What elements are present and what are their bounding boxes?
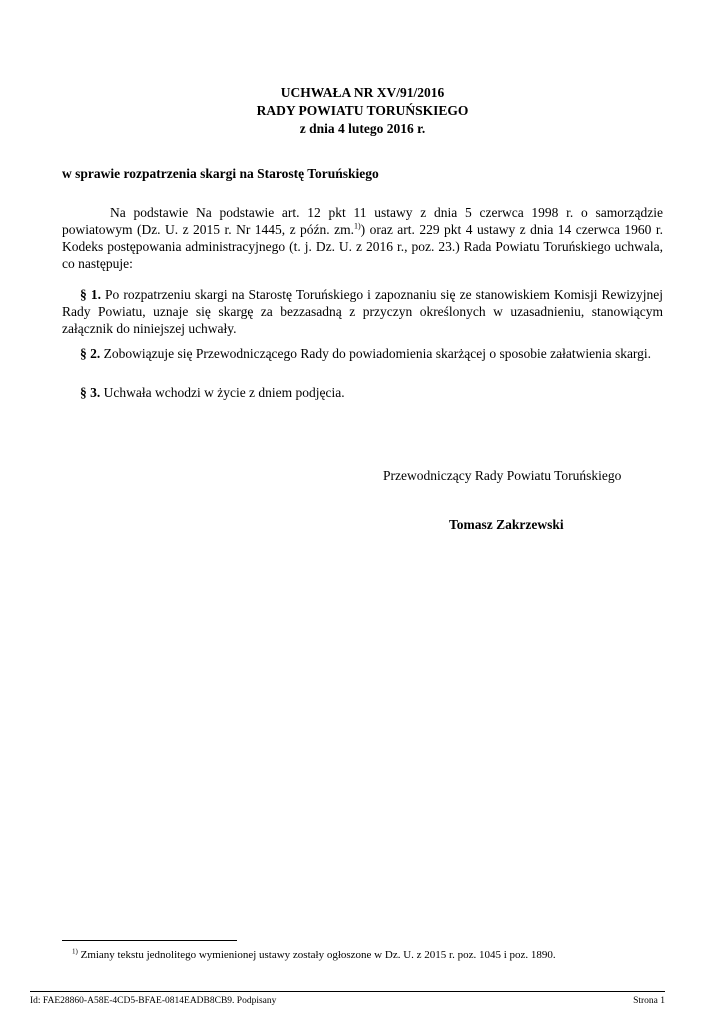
legal-basis-text-start: Na podstawie Na podstawie art. 12 pkt 11 ustawy z dnia 5 czerwca 1998 r. o samorządzie powiatowym (Dz. U. z 2015 r. Nr 1445, z późn. zm.: [62, 205, 663, 237]
resolution-title: [0, 84, 725, 138]
legal-basis-paragraph: [62, 204, 663, 272]
footnote-text: Zmiany tekstu jednolitego wymienionej ustawy zostały ogłoszone w Dz. U. z 2015 r. poz. 1045 i poz. 1890.: [80, 949, 556, 961]
paragraph-3-text: Uchwała wchodzi w życie z dniem podjęcia.: [103, 385, 345, 400]
footnote: [72, 948, 556, 962]
paragraph-3-mark: § 3.: [80, 385, 101, 400]
signatory-name: Tomasz Zakrzewski: [449, 517, 564, 532]
paragraph-2: [62, 345, 663, 362]
resolution-date: z dnia 4 lutego 2016 r.: [299, 121, 426, 136]
document-id: Id: FAE28860-A58E-4CD5-BFAE-0814EADB8CB9. Podpisany: [30, 996, 277, 1006]
resolution-number: UCHWAŁA NR XV/91/2016: [280, 85, 445, 100]
footnote-marker: 1): [72, 947, 78, 956]
paragraph-1-mark: § 1.: [80, 287, 101, 302]
paragraph-2-mark: § 2.: [80, 346, 101, 361]
legal-basis-text-end: ) oraz art. 229 pkt 4 ustawy z dnia 14 czerwca 1960 r. Kodeks postępowania administracyjnego (t. j. Dz. U. z 2016 r., poz. 23.) Rada Powiatu Toruńskiego uchwala, co następuje:: [62, 222, 663, 271]
paragraph-3: [62, 384, 663, 401]
footnote-reference: 1): [353, 221, 361, 231]
resolution-subject: w sprawie rozpatrzenia skargi na Starostę Toruńskiego: [62, 166, 379, 181]
signatory-role: Przewodniczący Rady Powiatu Toruńskiego: [383, 468, 622, 483]
page-number: Strona 1: [633, 996, 665, 1006]
council-name: RADY POWIATU TORUŃSKIEGO: [256, 103, 469, 118]
footnote-divider: [62, 940, 237, 941]
paragraph-1: [62, 286, 663, 337]
footer-divider: [30, 991, 665, 992]
paragraph-2-text: Zobowiązuje się Przewodniczącego Rady do powiadomienia skarżącej o sposobie załatwienia skargi.: [103, 346, 652, 361]
paragraph-1-text: Po rozpatrzeniu skargi na Starostę Toruńskiego i zapoznaniu się ze stanowiskiem Komisji Rewizyjnej Rady Powiatu, uznaje się skargę za bezzasadną z przyczyn określonych w uzasadnieniu, stanowiącym załącznik do niniejszej uchwały.: [62, 287, 664, 336]
